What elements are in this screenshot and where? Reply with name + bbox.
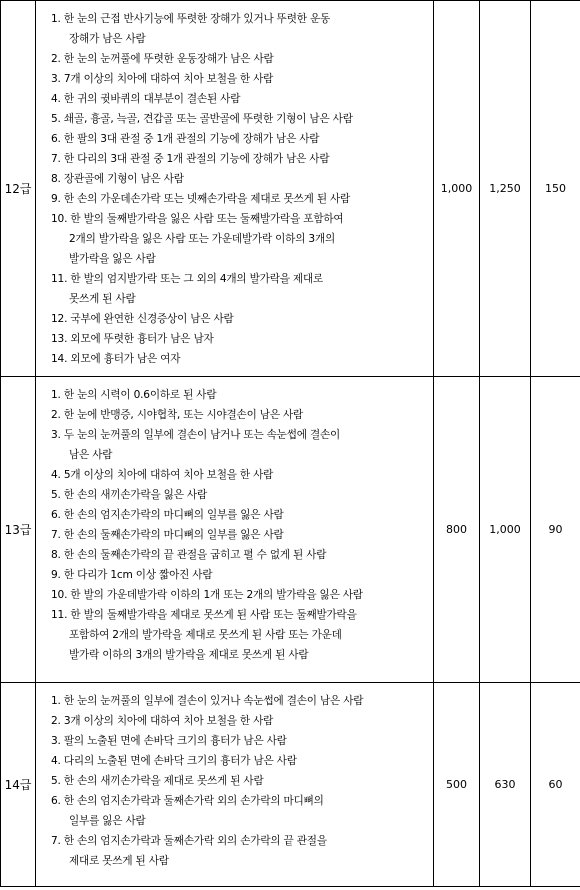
item-text: 4. 한 귀의 귓바퀴의 대부분이 결손된 사람 [51,93,241,105]
list-item [51,329,425,349]
item-text: 7. 한 손의 둘째손가락의 마디뼈의 일부를 잃은 사람 [51,529,284,541]
amount-a: 500 [434,683,480,887]
list-item [51,189,425,209]
item-text: 8. 장관골에 기형이 남은 사람 [51,173,184,185]
item-text-continued: 일부를 잃은 사람 [69,815,146,827]
item-text-continued: 포함하여 2개의 발가락을 제대로 못쓰게 된 사람 또는 가운데 [69,629,342,641]
list-item [51,565,425,585]
grade-description [36,683,434,887]
item-text: 5. 한 손의 새끼손가락을 제대로 못쓰게 된 사람 [51,775,264,787]
item-text: 9. 한 손의 가운데손가락 또는 넷째손가락을 제대로 못쓰게 된 사람 [51,193,351,205]
item-text: 3. 두 눈의 눈꺼풀의 일부에 결손이 남거나 또는 속눈썹에 결손이 [51,429,341,441]
list-item [51,691,425,711]
grade-label: 14급 [1,683,36,887]
grade-row [1,377,580,683]
amount-b: 1,000 [480,377,531,683]
item-text-continued: 못쓰게 된 사람 [69,293,136,305]
list-item [51,405,425,425]
item-text: 6. 한 팔의 3대 관절 중 1개 관절의 기능에 장해가 남은 사람 [51,133,320,145]
list-item [51,129,425,149]
item-text: 2. 한 눈의 눈꺼풀에 뚜렷한 운동장해가 남은 사람 [51,53,274,65]
list-item [51,209,425,269]
item-text: 6. 한 손의 엄지손가락과 둘째손가락 외의 손가락의 마디뼈의 [51,795,324,807]
item-text: 8. 한 손의 둘째손가락의 끝 관절을 굽히고 펼 수 없게 된 사람 [51,549,327,561]
item-text: 3. 팔의 노출된 면에 손바닥 크기의 흉터가 남은 사람 [51,735,287,747]
list-item [51,771,425,791]
amount-c: 60 [531,683,580,887]
table-body [1,1,580,887]
grade-row [1,683,580,887]
list-item [51,545,425,565]
item-text: 4. 5개 이상의 치아에 대하여 치아 보철을 한 사람 [51,469,274,481]
item-text-continued: 2개의 발가락을 잃은 사람 또는 가운데발가락 이하의 3개의 [69,233,336,245]
list-item [51,109,425,129]
item-text: 11. 한 발의 둘째발가락을 제대로 못쓰게 된 사람 또는 둘째발가락을 [51,609,357,621]
list-item [51,791,425,831]
list-item [51,465,425,485]
item-text: 4. 다리의 노출된 면에 손바닥 크기의 흉터가 남은 사람 [51,755,297,767]
list-item [51,525,425,545]
list-item [51,831,425,871]
list-item [51,309,425,329]
grade-label: 13급 [1,377,36,683]
list-item [51,149,425,169]
item-text: 1. 한 눈의 근접 반사기능에 뚜렷한 장해가 있거나 뚜렷한 운동 [51,13,331,25]
item-text: 10. 한 발의 가운데발가락 이하의 1개 또는 2개의 발가락을 잃은 사람 [51,589,363,601]
item-text: 12. 국부에 완연한 신경증상이 남은 사람 [51,313,234,325]
item-text: 11. 한 발의 엄지발가락 또는 그 외의 4개의 발가락을 제대로 [51,273,324,285]
item-text: 7. 한 다리의 3대 관절 중 1개 관절의 기능에 장해가 남은 사람 [51,153,330,165]
item-text: 3. 7개 이상의 치아에 대하여 치아 보철을 한 사람 [51,73,274,85]
list-item [51,69,425,89]
item-text: 5. 한 손의 새끼손가락을 잃은 사람 [51,489,207,501]
item-text: 2. 3개 이상의 치아에 대하여 치아 보철을 한 사람 [51,715,274,727]
item-text-continued: 발가락 이하의 3개의 발가락을 제대로 못쓰게 된 사람 [69,649,309,661]
list-item [51,731,425,751]
item-text-continued: 제대로 못쓰게 된 사람 [69,855,169,867]
item-text: 14. 외모에 흉터가 남은 여자 [51,353,181,365]
item-text: 5. 쇄골, 흉골, 늑골, 견갑골 또는 골반골에 뚜렷한 기형이 남은 사람 [51,113,353,125]
list-item [51,89,425,109]
list-item [51,751,425,771]
item-list [36,683,433,871]
list-item [51,349,425,369]
list-item [51,49,425,69]
item-text-continued: 남은 사람 [69,449,113,461]
list-item [51,485,425,505]
list-item [51,385,425,405]
grade-label: 12급 [1,1,36,377]
amount-a: 800 [434,377,480,683]
list-item [51,425,425,465]
grade-description [36,1,434,377]
item-text-continued: 발가락을 잃은 사람 [69,253,156,265]
amount-a: 1,000 [434,1,480,377]
item-text: 1. 한 눈의 눈꺼풀의 일부에 결손이 있거나 속눈썹에 결손이 남은 사람 [51,695,364,707]
item-list [36,377,433,665]
amount-b: 630 [480,683,531,887]
list-item [51,585,425,605]
item-text: 13. 외모에 뚜렷한 흉터가 남은 남자 [51,333,214,345]
item-text: 7. 한 손의 엄지손가락과 둘째손가락 외의 손가락의 끝 관절을 [51,835,327,847]
grade-description [36,377,434,683]
amount-c: 90 [531,377,580,683]
item-text-continued: 장해가 남은 사람 [69,33,146,45]
list-item [51,9,425,49]
list-item [51,505,425,525]
list-item [51,711,425,731]
item-text: 1. 한 눈의 시력이 0.6이하로 된 사람 [51,389,217,401]
amount-b: 1,250 [480,1,531,377]
item-text: 9. 한 다리가 1cm 이상 짧아진 사람 [51,569,213,581]
grade-row [1,1,580,377]
item-text: 6. 한 손의 엄지손가락의 마디뼈의 일부를 잃은 사람 [51,509,284,521]
list-item [51,169,425,189]
list-item [51,605,425,665]
item-text: 10. 한 발의 둘째발가락을 잃은 사람 또는 둘째발가락을 포함하여 [51,213,344,225]
item-list [36,1,433,369]
item-text: 2. 한 눈에 반맹증, 시야협착, 또는 시야결손이 남은 사람 [51,409,304,421]
amount-c: 150 [531,1,580,377]
list-item [51,269,425,309]
